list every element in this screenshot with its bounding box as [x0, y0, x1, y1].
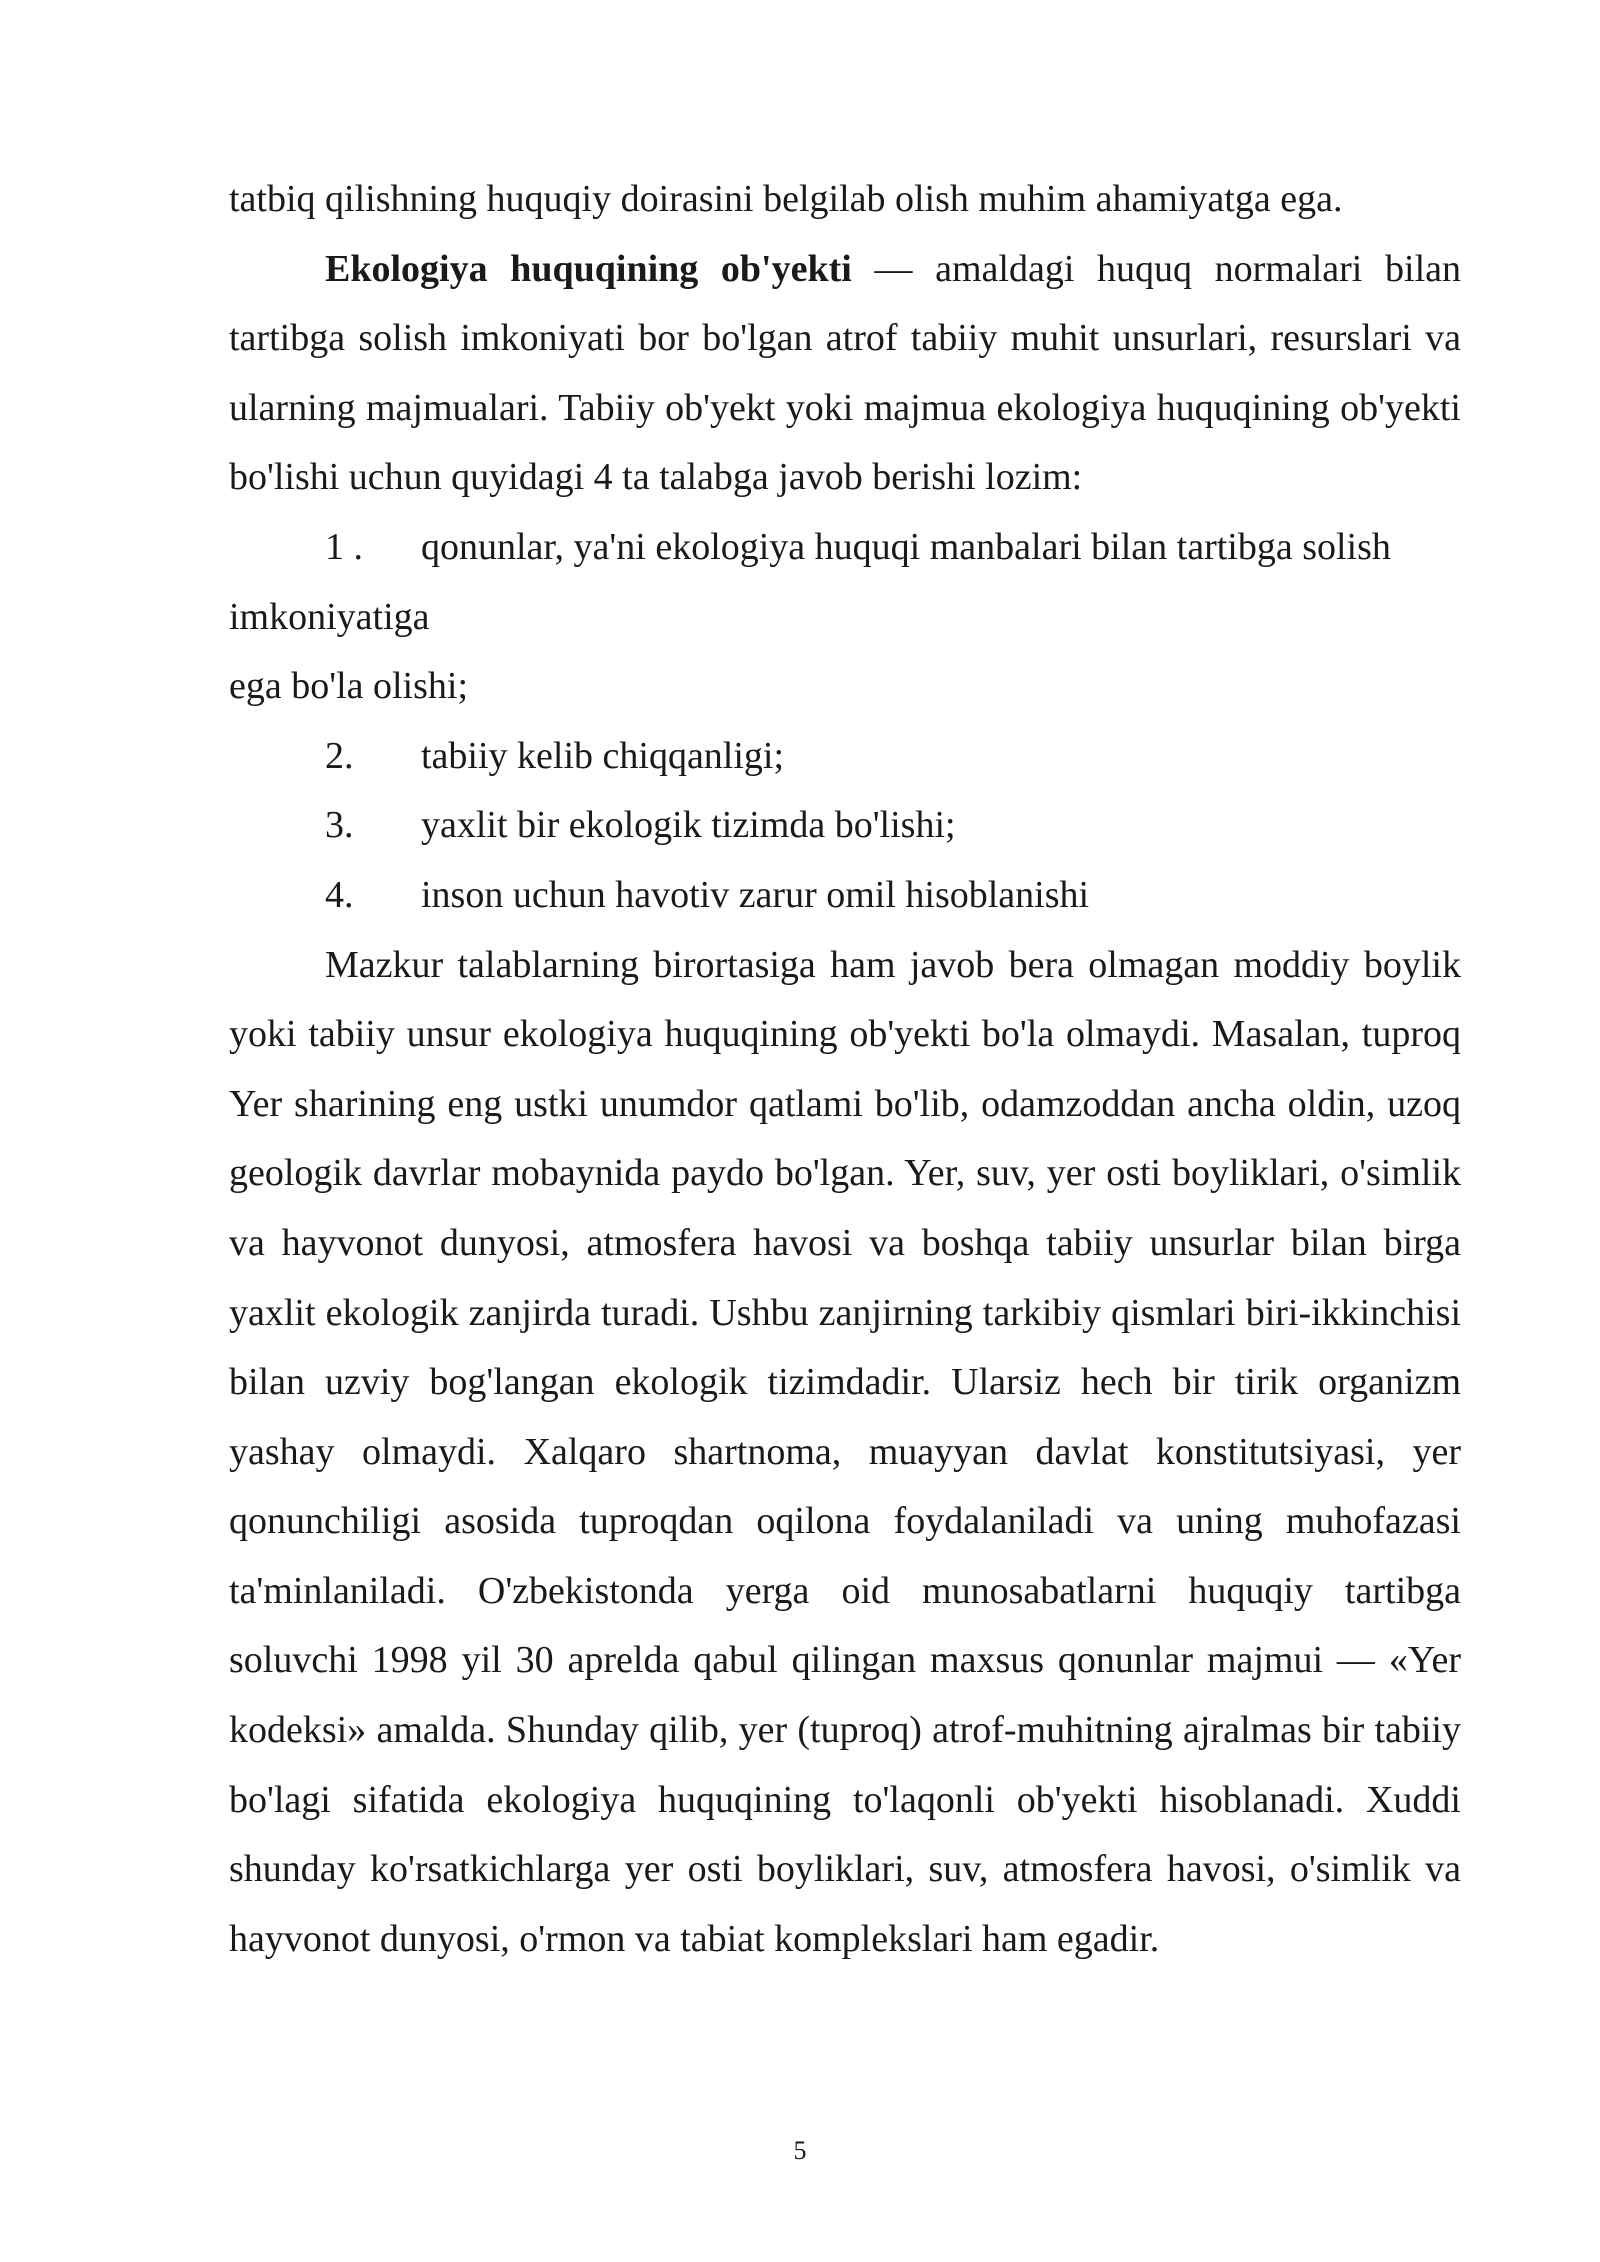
list-number-3: 3.: [325, 804, 354, 847]
list-item-1-wrap-1: imkoniyatiga: [229, 595, 430, 638]
list-number-1: 1 .: [325, 525, 363, 568]
list-text-1: qonunlar, ya'ni ekologiya huquqi manbalari bilan tartibga solish: [421, 525, 1391, 568]
list-number-4: 4.: [325, 873, 354, 916]
body-paragraph: Mazkur talablarning birortasiga ham javob bera olmagan moddiy boylik yoki tabiiy unsur ekologiya huquqining ob'yekti bo'la olmaydi. Masalan, tuproq Yer sharining eng ustki unumdor qatlami bo'lib, odamzoddan ancha oldin, uzoq geologik davrlar mobaynida paydo bo'lgan. Yer, suv, yer osti boyliklari, o'simlik va hayvonot dunyosi, atmosfera havosi va boshqa tabiiy unsurlar bilan birga yaxlit ekologik zanjirda turadi. Ushbu zanjirning tarkibiy qismlari biri-ikkinchisi bilan uzviy bog'langan ekologik tizimdadir. Ularsiz hech bir tirik organizm yashay olmaydi. Xalqaro shartnoma, muayyan davlat konstitutsiyasi, yer qonunchiligi asosida tuproqdan oqilona foydalaniladi va uning muhofazasi ta'minlaniladi. O'zbekistonda yerga oid munosabatlarni huquqiy tartibga soluvchi 1998 yil 30 aprelda qabul qilingan maxsus qonunlar majmui — «Yer kodeksi» amalda. Shunday qilib, yer (tuproq) atrof-muhitning ajralmas bir tabiiy bo'lagi sifatida ekologiya huquqining to'laqonli ob'yekti hisoblanadi. Xuddi shunday ko'rsatkichlarga yer osti boyliklari, suv, atmosfera havosi, o'simlik va hayvonot dunyosi, o'rmon va tabiat komplekslari ham egadir.: [229, 943, 1461, 1960]
definition-term: Ekologiya huquqining ob'yekti: [325, 247, 852, 290]
document-body: [229, 165, 1461, 1974]
list-item-2: [229, 722, 1461, 792]
page-number: 5: [793, 2136, 807, 2165]
list-item-4: [229, 861, 1461, 931]
list-text-3: yaxlit bir ekologik tizimda bo'lishi;: [421, 804, 956, 847]
definition-paragraph: [229, 235, 1461, 513]
definition-text: — amaldagi huquq normalari bilan tartibga solish imkoniyati bor bo'lgan atrof tabiiy muhit unsurlari, resurslari va ularning majmualari. Tabiiy ob'yekt yoki majmua ekologiya huquqining ob'yekti bo'lishi uchun quyidagi 4 ta talabga javob berishi lozim:: [229, 247, 1461, 499]
list-text-2: tabiiy kelib chiqqanligi;: [421, 734, 785, 777]
list-text-4: inson uchun havotiv zarur omil hisoblanishi: [421, 873, 1090, 916]
list-item-1-wrap-2: ega bo'la olishi;: [229, 665, 469, 708]
list-item-3: [229, 791, 1461, 861]
list-item-1: [229, 513, 1461, 583]
list-number-2: 2.: [325, 734, 354, 777]
continued-paragraph: tatbiq qilishning huquqiy doirasini belgilab olish muhim ahamiyatga ega.: [229, 178, 1343, 220]
